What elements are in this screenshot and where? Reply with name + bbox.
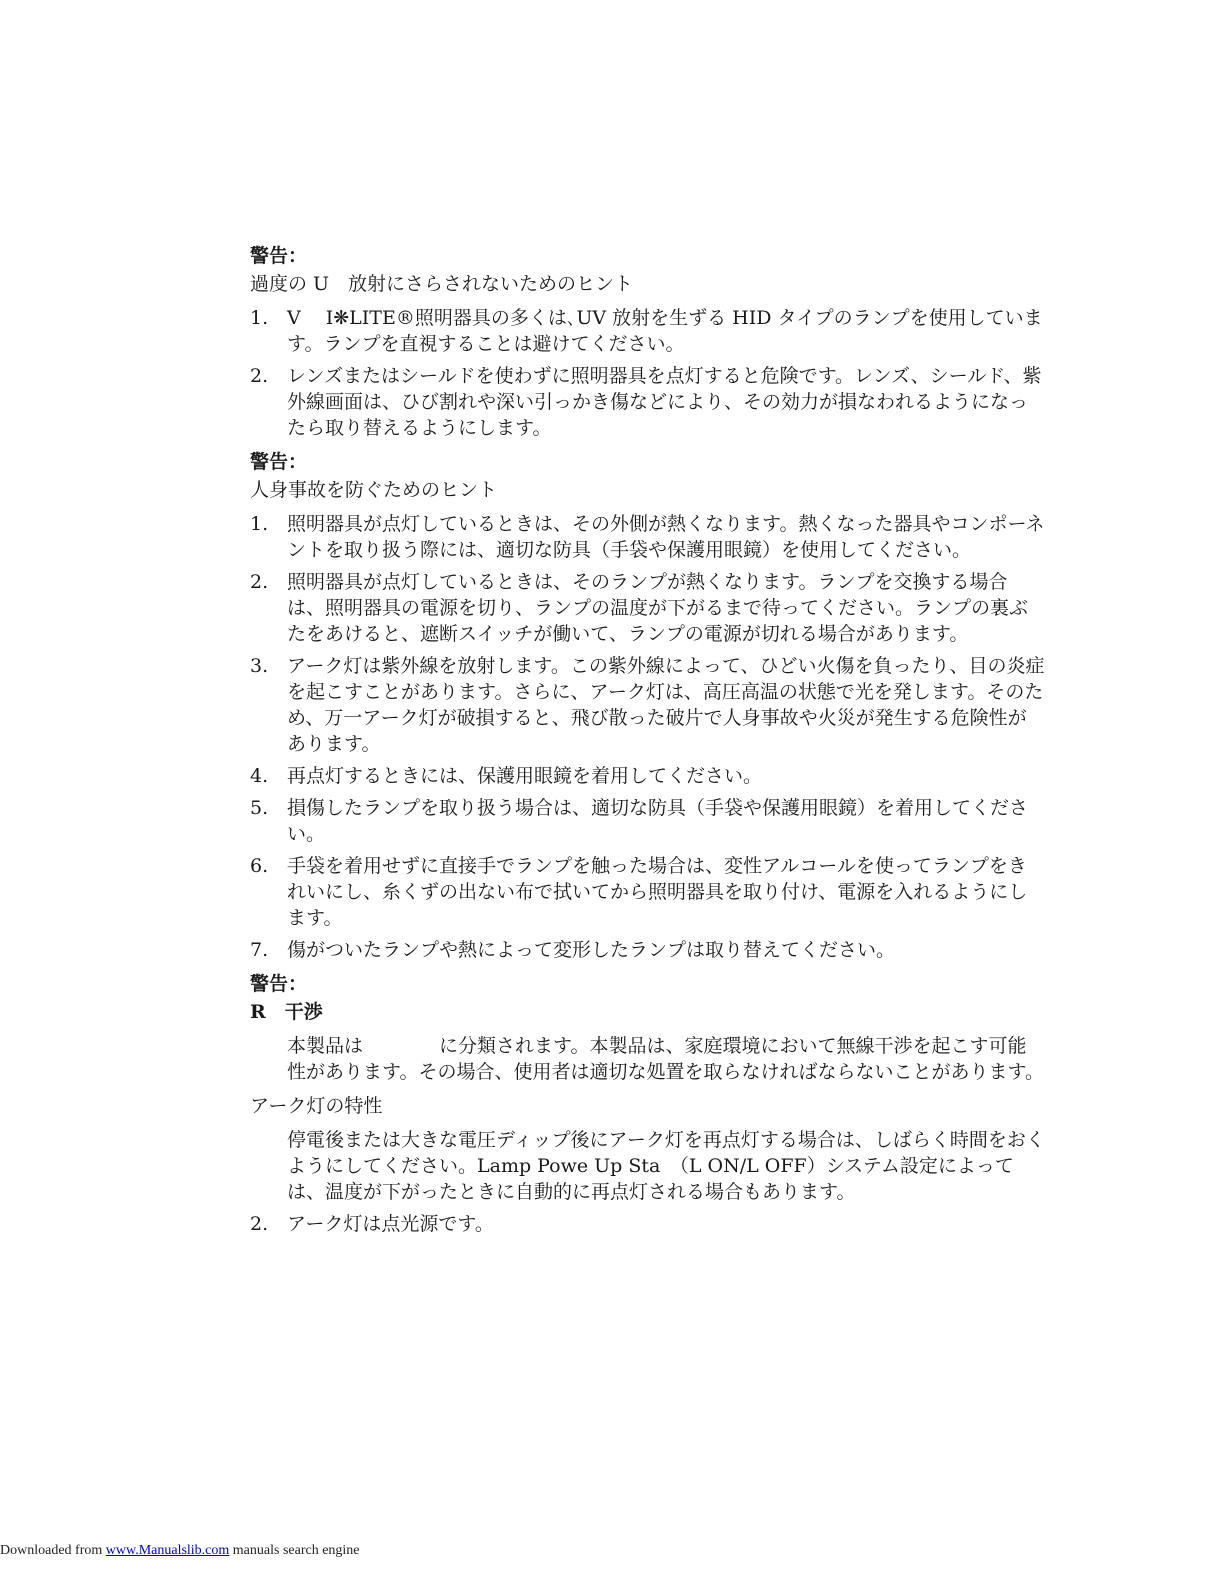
item-text: 損傷したランプを取り扱う場合は、適切な防具（手袋や保護用眼鏡）を着用してください。 bbox=[287, 797, 1029, 845]
item-text: アーク灯は紫外線を放射します。この紫外線によって、ひどい火傷を負ったり、目の炎症を起こすことがあります。さらに、アーク灯は、高圧高温の状態で光を発します。そのため、万一アーク灯が破損すると、飛び散った破片で人身事故や火災が発生する危険性があります。 bbox=[287, 655, 1045, 755]
item-number: 4. bbox=[250, 765, 269, 787]
item-text: 手袋を着用せずに直接手でランプを触った場合は、変性アルコールを使ってランプをきれいにし、糸くずの出ない布で拭いてから照明器具を取り付け、電源を入れるようにします。 bbox=[287, 855, 1028, 929]
list-item bbox=[250, 795, 1045, 847]
item-number: 3. bbox=[250, 655, 269, 677]
list-item bbox=[250, 1211, 1045, 1237]
section-title-arc-lamp: アーク灯の特性 bbox=[250, 1095, 383, 1117]
paragraph: 本製品は に分類されます。本製品は、家庭環境において無線干渉を起こす可能性があります。その場合、使用者は適切な処置を取らなければならないことがあります。 bbox=[287, 1035, 1044, 1083]
item-number: 1. bbox=[250, 513, 269, 535]
warning-subtitle-2: 人身事故を防ぐためのヒント bbox=[250, 479, 498, 501]
item-number: 6. bbox=[250, 855, 269, 877]
warning-label-3: 警告： bbox=[250, 973, 308, 995]
list-item bbox=[250, 937, 1045, 963]
item-text: 照明器具が点灯しているときは、そのランプが熱くなります。ランプを交換する場合は、照明器具の電源を切り、ランプの温度が下がるまで待ってください。ランプの裏ぶたをあけると、遮断スイッチが働いて、ランプの電源が切れる場合があります。 bbox=[287, 571, 1029, 645]
paragraph: 停電後または大きな電圧ディップ後にアーク灯を再点灯する場合は、しばらく時間をおくようにしてください。Lamp Powe Up Sta （L ON/L OFF）システム設定によっては、温度が下がったときに自動的に再点灯される場合もあります。 bbox=[287, 1129, 1045, 1203]
item-text: アーク灯は点光源です。 bbox=[287, 1213, 494, 1235]
item-text: 再点灯するときには、保護用眼鏡を着用してください。 bbox=[287, 765, 763, 787]
item-text: レンズまたはシールドを使わずに照明器具を点灯すると危険です。レンズ、シールド、紫外線画面は、ひび割れや深い引っかき傷などにより、その効力が損なわれるようになったら取り替えるようにします。 bbox=[287, 365, 1042, 439]
list-item bbox=[250, 305, 1045, 357]
list-item bbox=[250, 363, 1045, 441]
item-number: 7. bbox=[250, 939, 269, 961]
warning-subtitle-3: R 干渉 bbox=[250, 1001, 323, 1023]
item-number: 2. bbox=[250, 365, 269, 387]
download-footer bbox=[0, 1543, 360, 1559]
footer-suffix: manuals search engine bbox=[229, 1543, 360, 1558]
warning-label-2: 警告： bbox=[250, 451, 308, 473]
item-text: 傷がついたランプや熱によって変形したランプは取り替えてください。 bbox=[287, 939, 896, 961]
list-item bbox=[250, 653, 1045, 757]
page-content bbox=[250, 243, 1045, 1243]
warning-label-1: 警告： bbox=[250, 245, 308, 267]
warning-subtitle-1: 過度の U 放射にさらされないためのヒント bbox=[250, 273, 634, 295]
list-item bbox=[250, 763, 1045, 789]
footer-prefix: Downloaded from bbox=[0, 1543, 106, 1558]
item-text: V I❋LITE®照明器具の多くは､UV 放射を生ずる HID タイプのランプを使用しています。ランプを直視することは避けてください。 bbox=[287, 307, 1043, 355]
list-item bbox=[250, 569, 1045, 647]
item-number: 2. bbox=[250, 571, 269, 593]
item-text: 照明器具が点灯しているときは、その外側が熱くなります。熱くなった器具やコンポーネントを取り扱う際には、適切な防具（手袋や保護用眼鏡）を使用してください。 bbox=[287, 513, 1045, 561]
item-number: 2. bbox=[250, 1213, 269, 1235]
item-number: 1. bbox=[250, 307, 269, 329]
item-number: 5. bbox=[250, 797, 269, 819]
manualslib-link[interactable]: www.Manualslib.com bbox=[105, 1543, 230, 1558]
list-item bbox=[250, 511, 1045, 563]
list-item bbox=[250, 853, 1045, 931]
